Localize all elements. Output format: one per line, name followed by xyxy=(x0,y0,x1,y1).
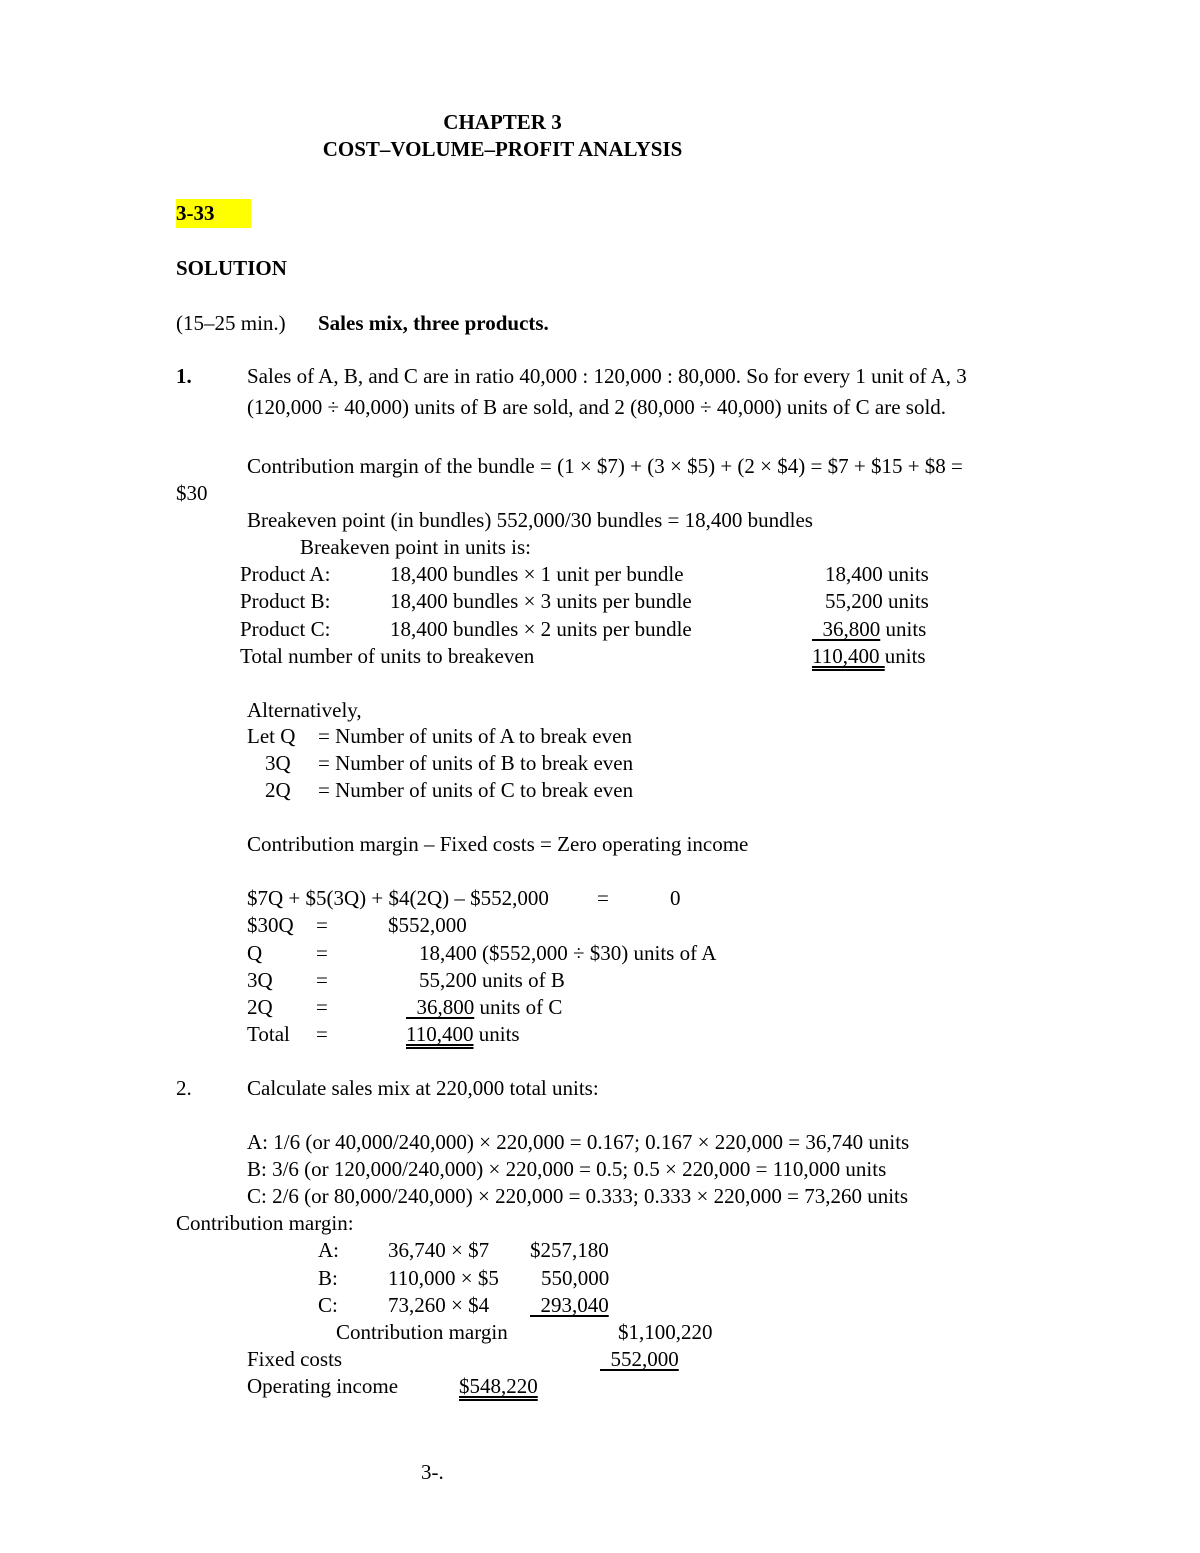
equation-intro: Contribution margin – Fixed costs = Zero operating income xyxy=(247,832,749,856)
cm-a-amount: $257,180 xyxy=(530,1238,609,1262)
bundle-cm-line1: Contribution margin of the bundle = (1 × $7) + (3 × $5) + (2 × $4) = $7 + $15 + $8 = xyxy=(247,454,963,478)
product-c-label: Product C: xyxy=(240,617,331,641)
operating-income-label: Operating income xyxy=(247,1374,399,1398)
solve-total-eq: = xyxy=(316,1022,328,1046)
product-a-label: Product A: xyxy=(240,562,331,586)
product-a-units: 18,400 units xyxy=(825,562,929,586)
part2-number: 2. xyxy=(176,1076,192,1100)
product-c-units: 36,800 units xyxy=(822,617,927,641)
equation-lhs: $7Q + $5(3Q) + $4(2Q) – $552,000 xyxy=(247,886,549,910)
solve-q-lhs: Q xyxy=(247,941,263,965)
solve-30q-val: $552,000 xyxy=(388,913,467,937)
cm-b-calc: 110,000 × $5 xyxy=(388,1266,499,1290)
product-c-calc: 18,400 bundles × 2 units per bundle xyxy=(390,617,692,641)
bundle-cm-line2: $30 xyxy=(176,481,208,505)
solve-q-val: 18,400 ($552,000 ÷ $30) units of A xyxy=(419,941,717,965)
cm-b-label: B: xyxy=(318,1266,338,1290)
solve-total-lhs: Total xyxy=(247,1022,290,1046)
solve-3q-lhs: 3Q xyxy=(247,968,273,992)
fixed-costs-amount: 552,000 xyxy=(610,1347,679,1371)
problem-number-highlight: 3-33 xyxy=(176,199,251,228)
fixed-costs-label: Fixed costs xyxy=(247,1347,343,1371)
let-q-rhs: = Number of units of A to break even xyxy=(318,724,632,748)
part1-text-line1: Sales of A, B, and C are in ratio 40,000 : 120,000 : 80,000. So for every 1 unit of A, 3 xyxy=(247,364,967,388)
mix-line-a: A: 1/6 (or 40,000/240,000) × 220,000 = 0.167; 0.167 × 220,000 = 36,740 units xyxy=(247,1130,910,1154)
cm-total-label: Contribution margin xyxy=(336,1320,508,1344)
product-a-calc: 18,400 bundles × 1 unit per bundle xyxy=(390,562,684,586)
product-b-units: 55,200 units xyxy=(825,589,929,613)
product-b-label: Product B: xyxy=(240,589,331,613)
cm-c-amount: 293,040 xyxy=(540,1293,609,1317)
cm-heading: Contribution margin: xyxy=(176,1211,354,1235)
cm-a-label: A: xyxy=(318,1238,339,1262)
let-2q-lhs: 2Q xyxy=(265,778,291,802)
let-2q-rhs: = Number of units of C to break even xyxy=(318,778,634,802)
let-3q-lhs: 3Q xyxy=(265,751,291,775)
let-q-lhs: Let Q xyxy=(247,724,296,748)
total-units-value: 110,400 units xyxy=(812,644,926,668)
cm-total-amount: $1,100,220 xyxy=(618,1320,713,1344)
cm-a-calc: 36,740 × $7 xyxy=(388,1238,490,1262)
problem-time: (15–25 min.) xyxy=(176,311,286,335)
solve-2q-lhs: 2Q xyxy=(247,995,273,1019)
operating-income-amount: $548,220 xyxy=(459,1374,538,1398)
equation-rhs: 0 xyxy=(670,886,681,910)
chapter-heading: CHAPTER 3 xyxy=(443,110,562,134)
let-3q-rhs: = Number of units of B to break even xyxy=(318,751,634,775)
part2-intro: Calculate sales mix at 220,000 total units: xyxy=(247,1076,599,1100)
solve-q-eq: = xyxy=(316,941,328,965)
mix-line-b: B: 3/6 (or 120,000/240,000) × 220,000 = 0.5; 0.5 × 220,000 = 110,000 units xyxy=(247,1157,887,1181)
solution-label: SOLUTION xyxy=(176,256,287,280)
solve-2q-eq: = xyxy=(316,995,328,1019)
breakeven-bundles: Breakeven point (in bundles) 552,000/30 bundles = 18,400 bundles xyxy=(247,508,813,532)
solve-2q-val: 36,800 units of C xyxy=(416,995,563,1019)
problem-topic: Sales mix, three products. xyxy=(318,311,549,335)
mix-line-c: C: 2/6 (or 80,000/240,000) × 220,000 = 0.333; 0.333 × 220,000 = 73,260 units xyxy=(247,1184,909,1208)
alternatively-label: Alternatively, xyxy=(247,698,362,722)
part1-number: 1. xyxy=(176,364,192,388)
solve-30q-lhs: $30Q xyxy=(247,913,294,937)
page-number: 3-. xyxy=(421,1460,444,1484)
cm-c-calc: 73,260 × $4 xyxy=(388,1293,490,1317)
total-units-label: Total number of units to breakeven xyxy=(240,644,535,668)
product-b-calc: 18,400 bundles × 3 units per bundle xyxy=(390,589,692,613)
solve-3q-val: 55,200 units of B xyxy=(419,968,565,992)
part1-text-line2: (120,000 ÷ 40,000) units of B are sold, and 2 (80,000 ÷ 40,000) units of C are sold. xyxy=(247,395,947,419)
cm-b-amount: 550,000 xyxy=(541,1266,610,1290)
chapter-title: COST–VOLUME–PROFIT ANALYSIS xyxy=(322,137,683,161)
solve-total-val: 110,400 units xyxy=(406,1022,520,1046)
solve-3q-eq: = xyxy=(316,968,328,992)
solve-30q-eq: = xyxy=(316,913,328,937)
problem-number xyxy=(176,203,251,224)
equation-eq: = xyxy=(597,886,609,910)
breakeven-units-heading: Breakeven point in units is: xyxy=(300,535,531,559)
cm-c-label: C: xyxy=(318,1293,338,1317)
